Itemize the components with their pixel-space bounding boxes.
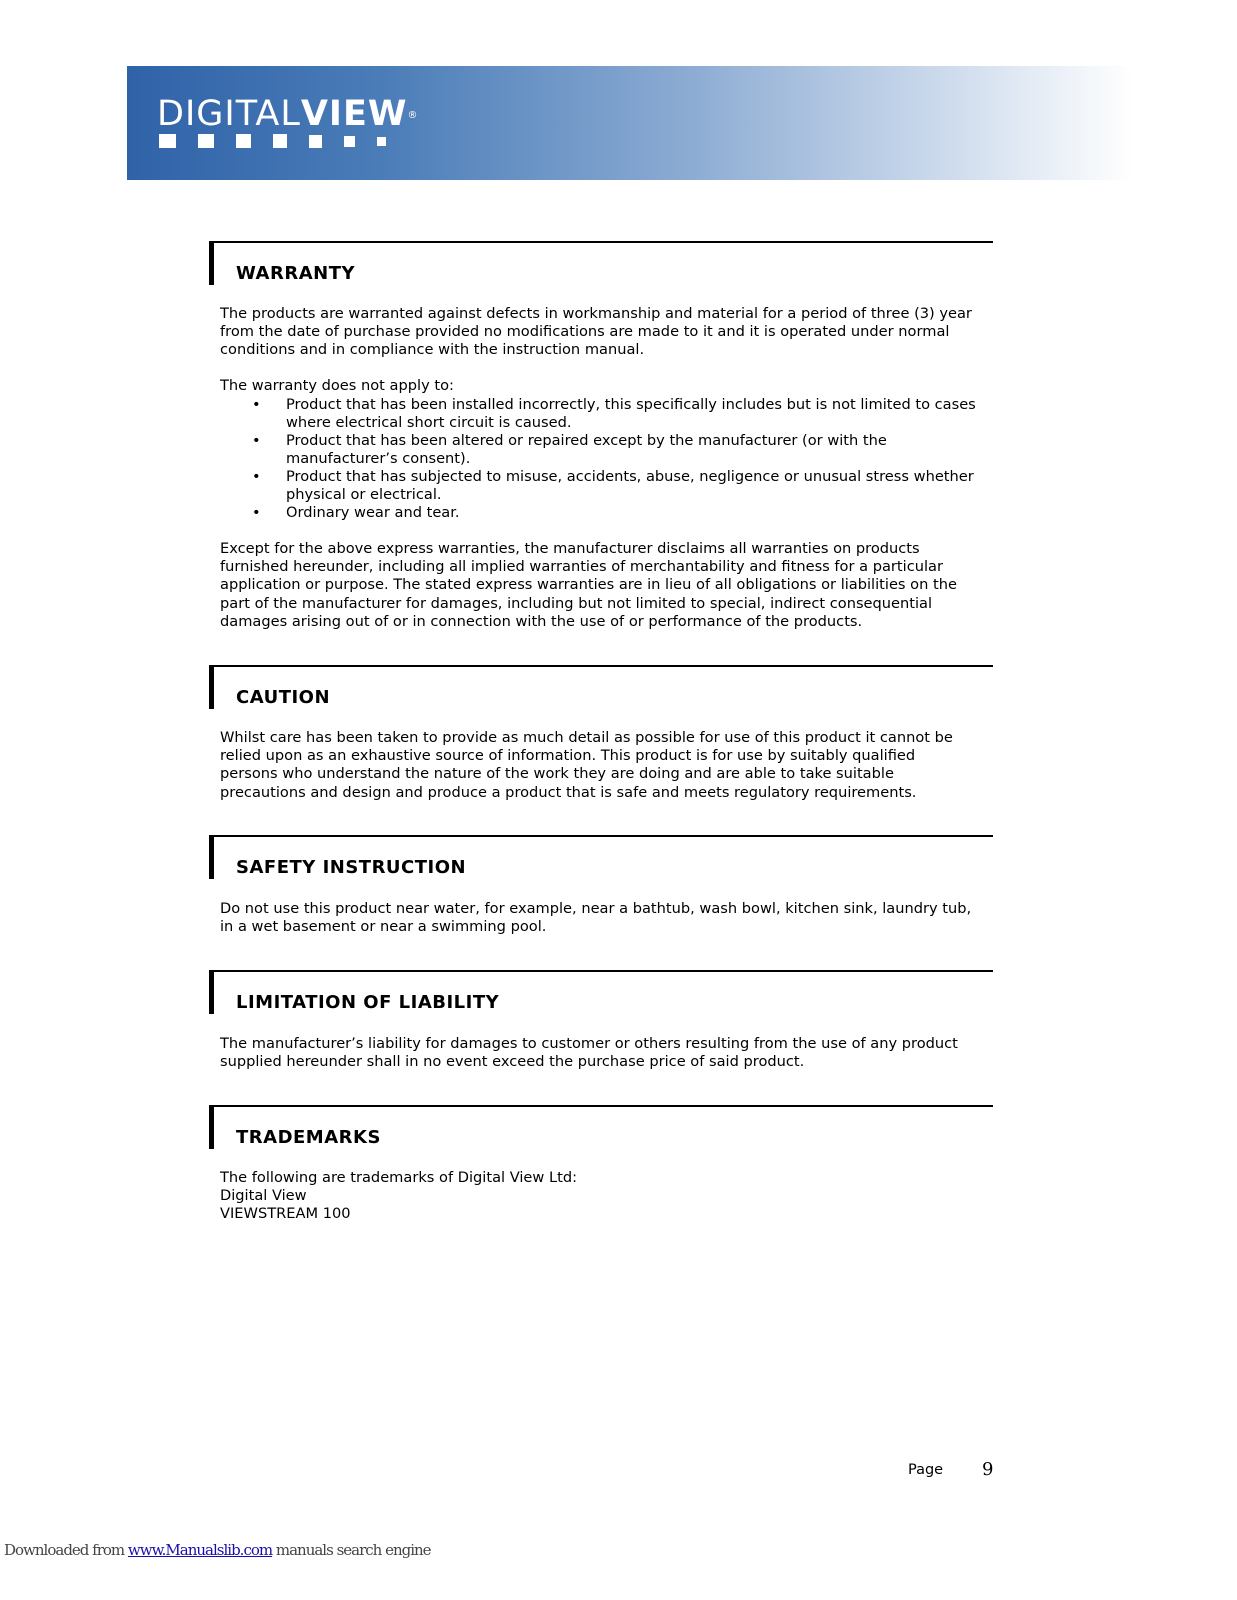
list-item: • Ordinary wear and tear. xyxy=(252,504,460,521)
section-rule xyxy=(209,970,993,972)
text-line: relied upon as an exhaustive source of information. This product is for use by suitably qualified xyxy=(220,747,916,765)
warranty-exclusions-list xyxy=(252,396,1012,522)
bullet-icon: • xyxy=(252,468,261,485)
text-line: The following are trademarks of Digital View Ltd: xyxy=(220,1169,578,1186)
text-line: Do not use this product near water, for example, near a bathtub, wash bowl, kitchen sink, laundry tub, xyxy=(220,900,972,917)
text-line: The warranty does not apply to: xyxy=(220,377,454,394)
page-label: Page xyxy=(908,1462,944,1478)
bullet-icon: • xyxy=(252,504,261,521)
section-marker xyxy=(209,1105,214,1149)
text-line: Whilst care has been taken to provide as much detail as possible for use of this product it cannot be xyxy=(220,729,953,746)
text-line: in a wet basement or near a swimming pool. xyxy=(220,918,547,936)
digital-view-logo xyxy=(157,94,457,154)
liability-text xyxy=(220,1035,1010,1071)
list-item: • Product that has been altered or repaired except by the manufacturer (or with the manufacturer’s consent). xyxy=(252,432,887,467)
warranty-intro xyxy=(220,305,1010,360)
list-item: • Product that has been installed incorrectly, this specifically includes but is not limited to cases where electrical short circuit is caused. xyxy=(252,396,976,431)
trademarks-heading: TRADEMARKS xyxy=(236,1127,381,1148)
section-marker xyxy=(209,835,214,879)
text-line: persons who understand the nature of the work they are doing and are able to take suitable xyxy=(220,765,894,783)
trademarks-text xyxy=(220,1169,1010,1224)
text-line: from the date of purchase provided no modifications are made to it and it is operated under normal xyxy=(220,323,950,341)
warranty-heading: WARRANTY xyxy=(236,263,356,284)
text-line: VIEWSTREAM 100 xyxy=(220,1205,351,1223)
logo-text-bold: VIEW xyxy=(300,94,408,134)
section-marker xyxy=(209,665,214,709)
section-marker xyxy=(209,970,214,1014)
manualslib-link[interactable]: www.Manualslib.com xyxy=(127,1541,273,1559)
section-marker xyxy=(209,241,214,285)
page-number: 9 xyxy=(982,1459,994,1480)
bullet-icon: • xyxy=(252,432,261,449)
bullet-icon: • xyxy=(252,396,261,413)
safety-heading: SAFETY INSTRUCTION xyxy=(236,857,467,878)
logo-registered-mark: ® xyxy=(407,110,419,121)
caution-text xyxy=(220,729,1010,802)
text-line: The products are warranted against defects in workmanship and material for a period of three (3) year xyxy=(220,305,972,322)
footer-prefix: Downloaded from xyxy=(4,1541,128,1559)
text-line: application or purpose. The stated express warranties are in lieu of all obligations or liabilities on the xyxy=(220,576,957,594)
section-rule xyxy=(209,835,993,837)
section-rule xyxy=(209,241,993,243)
download-footer xyxy=(4,1541,431,1559)
warranty-disclaimer xyxy=(220,540,1010,631)
text-line: supplied hereunder shall in no event exceed the purchase price of said product. xyxy=(220,1053,805,1071)
warranty-not-apply xyxy=(220,377,1010,395)
text-line: damages arising out of or in connection with the use of or performance of the products. xyxy=(220,612,863,630)
section-rule xyxy=(209,1105,993,1107)
text-line: Except for the above express warranties, the manufacturer disclaims all warranties on products xyxy=(220,540,920,557)
text-line: Digital View xyxy=(220,1187,307,1205)
text-line: furnished hereunder, including all implied warranties of merchantability and fitness for a particular xyxy=(220,558,943,576)
text-line: part of the manufacturer for damages, including but not limited to special, indirect consequential xyxy=(220,594,933,612)
text-line: precautions and design and produce a product that is safe and meets regulatory requirements. xyxy=(220,783,917,801)
footer-suffix: manuals search engine xyxy=(272,1541,431,1559)
caution-heading: CAUTION xyxy=(236,687,331,708)
section-rule xyxy=(209,665,993,667)
list-item: • Product that has subjected to misuse, accidents, abuse, negligence or unusual stress whether physical or electrical. xyxy=(252,468,974,503)
text-line: conditions and in compliance with the instruction manual. xyxy=(220,341,645,359)
liability-heading: LIMITATION OF LIABILITY xyxy=(236,992,500,1013)
text-line: The manufacturer’s liability for damages to customer or others resulting from the use of any product xyxy=(220,1035,958,1052)
logo-text-light: DIGITAL xyxy=(157,94,301,134)
safety-text xyxy=(220,900,1010,936)
logo-squares xyxy=(159,134,408,148)
